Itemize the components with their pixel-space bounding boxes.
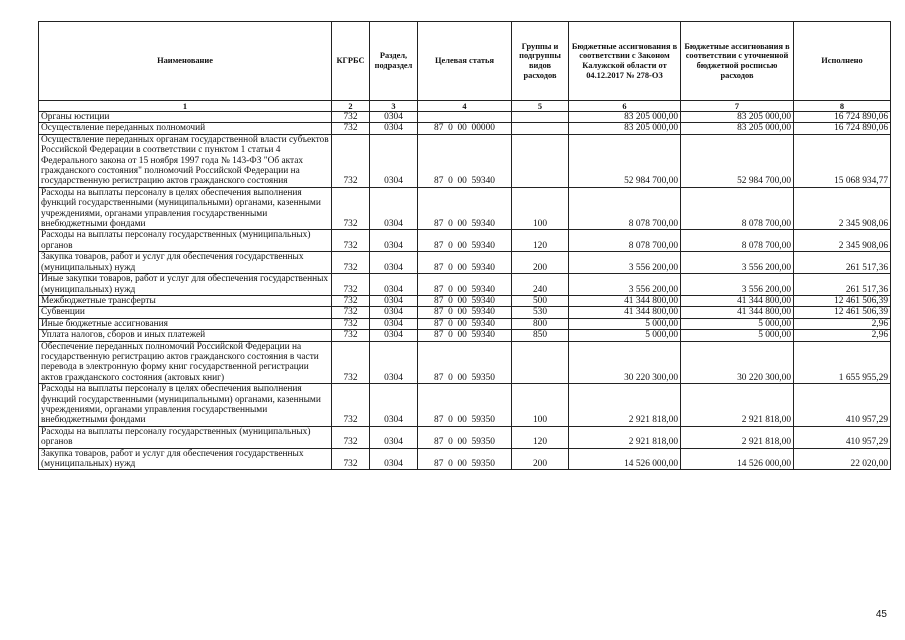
row-target: 87 0 00 59340	[418, 230, 512, 252]
column-number: 3	[370, 101, 418, 112]
row-group: 120	[512, 230, 569, 252]
row-target: 87 0 00 59350	[418, 448, 512, 470]
row-section: 0304	[370, 274, 418, 296]
header-executed: Исполнено	[794, 22, 891, 101]
table-row	[39, 341, 891, 384]
row-budget-refined: 2 921 818,00	[681, 426, 794, 448]
row-section: 0304	[370, 448, 418, 470]
row-group	[512, 341, 569, 384]
row-group	[512, 123, 569, 134]
row-budget-refined: 14 526 000,00	[681, 448, 794, 470]
row-group: 120	[512, 426, 569, 448]
row-target: 87 0 00 59340	[418, 134, 512, 187]
row-group: 850	[512, 330, 569, 341]
row-budget-law: 41 344 800,00	[569, 307, 681, 318]
row-budget-refined: 2 921 818,00	[681, 384, 794, 427]
row-section: 0304	[370, 123, 418, 134]
row-budget-refined: 83 205 000,00	[681, 112, 794, 123]
header-row	[39, 22, 891, 101]
row-executed: 16 724 890,06	[794, 123, 891, 134]
table-row	[39, 123, 891, 134]
row-section: 0304	[370, 187, 418, 230]
row-budget-law: 30 220 300,00	[569, 341, 681, 384]
column-number: 8	[794, 101, 891, 112]
table-row	[39, 318, 891, 329]
header-section: Раздел, подраздел	[370, 22, 418, 101]
row-target: 87 0 00 59340	[418, 252, 512, 274]
header-budget-refined: Бюджетные ассигнования в соответствии с уточненной бюджетной росписью расходов	[681, 22, 794, 101]
row-kgrbs: 732	[332, 274, 370, 296]
row-name: Расходы на выплаты персоналу в целях обеспечения выполнения функций государственными (муниципальными) органами, казенными учреждениями, органами управления государственными внебюджетными фондами	[39, 187, 332, 230]
row-section: 0304	[370, 307, 418, 318]
row-kgrbs: 732	[332, 307, 370, 318]
row-group: 100	[512, 384, 569, 427]
column-number: 2	[332, 101, 370, 112]
table-row	[39, 252, 891, 274]
row-budget-refined: 30 220 300,00	[681, 341, 794, 384]
row-section: 0304	[370, 230, 418, 252]
row-budget-law: 2 921 818,00	[569, 384, 681, 427]
header-group: Группы и подгруппы видов расходов	[512, 22, 569, 101]
row-executed: 15 068 934,77	[794, 134, 891, 187]
row-kgrbs: 732	[332, 187, 370, 230]
page-number: 45	[875, 609, 887, 620]
row-target: 87 0 00 00000	[418, 123, 512, 134]
table-row	[39, 187, 891, 230]
row-budget-refined: 3 556 200,00	[681, 274, 794, 296]
row-name: Расходы на выплаты персоналу государственных (муниципальных) органов	[39, 426, 332, 448]
header-name: Наименование	[39, 22, 332, 101]
row-name: Осуществление переданных органам государственной власти субъектов Российской Федерации в соответствии с пунктом 1 статьи 4 Федерального закона от 15 ноября 1997 года № 143-ФЗ "Об актах гражданского состояния" полномочий Российской Федерации на государственную регистрацию актов гражданского состояния	[39, 134, 332, 187]
row-name: Закупка товаров, работ и услуг для обеспечения государственных (муниципальных) нужд	[39, 448, 332, 470]
header-target: Целевая статья	[418, 22, 512, 101]
row-budget-law: 8 078 700,00	[569, 187, 681, 230]
row-section: 0304	[370, 252, 418, 274]
row-group: 100	[512, 187, 569, 230]
row-budget-refined: 41 344 800,00	[681, 307, 794, 318]
row-kgrbs: 732	[332, 426, 370, 448]
row-kgrbs: 732	[332, 252, 370, 274]
column-number: 7	[681, 101, 794, 112]
row-section: 0304	[370, 318, 418, 329]
row-name: Уплата налогов, сборов и иных платежей	[39, 330, 332, 341]
table-row	[39, 230, 891, 252]
row-budget-refined: 3 556 200,00	[681, 252, 794, 274]
header-kgrbs: КГРБС	[332, 22, 370, 101]
row-budget-law: 83 205 000,00	[569, 112, 681, 123]
table-row	[39, 384, 891, 427]
row-name: Иные закупки товаров, работ и услуг для обеспечения государственных (муниципальных) нужд	[39, 274, 332, 296]
row-name: Закупка товаров, работ и услуг для обеспечения государственных (муниципальных) нужд	[39, 252, 332, 274]
row-group: 530	[512, 307, 569, 318]
row-group	[512, 112, 569, 123]
row-name: Расходы на выплаты персоналу государственных (муниципальных) органов	[39, 230, 332, 252]
row-kgrbs: 732	[332, 123, 370, 134]
row-name: Расходы на выплаты персоналу в целях обеспечения выполнения функций государственными (муниципальными) органами, казенными учреждениями, органами управления государственными внебюджетными фондами	[39, 384, 332, 427]
table-row	[39, 330, 891, 341]
row-kgrbs: 732	[332, 230, 370, 252]
row-budget-refined: 52 984 700,00	[681, 134, 794, 187]
row-executed: 261 517,36	[794, 274, 891, 296]
row-budget-law: 14 526 000,00	[569, 448, 681, 470]
table-row	[39, 307, 891, 318]
row-name: Субвенции	[39, 307, 332, 318]
row-executed: 22 020,00	[794, 448, 891, 470]
row-budget-refined: 8 078 700,00	[681, 230, 794, 252]
budget-table	[38, 21, 891, 470]
row-target: 87 0 00 59340	[418, 330, 512, 341]
row-target: 87 0 00 59350	[418, 426, 512, 448]
row-name: Органы юстиции	[39, 112, 332, 123]
row-executed: 261 517,36	[794, 252, 891, 274]
table-row	[39, 426, 891, 448]
row-kgrbs: 732	[332, 318, 370, 329]
row-name: Иные бюджетные ассигнования	[39, 318, 332, 329]
row-budget-law: 8 078 700,00	[569, 230, 681, 252]
row-group: 200	[512, 252, 569, 274]
row-target: 87 0 00 59350	[418, 384, 512, 427]
row-kgrbs: 732	[332, 134, 370, 187]
row-section: 0304	[370, 426, 418, 448]
row-executed: 2 345 908,06	[794, 187, 891, 230]
row-group: 800	[512, 318, 569, 329]
row-budget-law: 2 921 818,00	[569, 426, 681, 448]
row-target: 87 0 00 59340	[418, 295, 512, 306]
row-executed: 12 461 506,39	[794, 307, 891, 318]
row-group	[512, 134, 569, 187]
column-number: 4	[418, 101, 512, 112]
row-executed: 1 655 955,29	[794, 341, 891, 384]
row-section: 0304	[370, 384, 418, 427]
row-kgrbs: 732	[332, 295, 370, 306]
row-budget-refined: 5 000,00	[681, 330, 794, 341]
table-row	[39, 112, 891, 123]
row-kgrbs: 732	[332, 384, 370, 427]
row-group: 500	[512, 295, 569, 306]
row-kgrbs: 732	[332, 112, 370, 123]
row-target: 87 0 00 59340	[418, 307, 512, 318]
row-section: 0304	[370, 330, 418, 341]
row-budget-law: 83 205 000,00	[569, 123, 681, 134]
row-executed: 12 461 506,39	[794, 295, 891, 306]
column-number: 6	[569, 101, 681, 112]
row-kgrbs: 732	[332, 341, 370, 384]
row-budget-law: 5 000,00	[569, 318, 681, 329]
row-section: 0304	[370, 134, 418, 187]
row-budget-refined: 83 205 000,00	[681, 123, 794, 134]
row-budget-law: 3 556 200,00	[569, 274, 681, 296]
row-executed: 410 957,29	[794, 384, 891, 427]
row-target: 87 0 00 59340	[418, 318, 512, 329]
row-executed: 16 724 890,06	[794, 112, 891, 123]
row-target: 87 0 00 59350	[418, 341, 512, 384]
table-row	[39, 134, 891, 187]
row-group: 240	[512, 274, 569, 296]
row-kgrbs: 732	[332, 448, 370, 470]
row-executed: 2 345 908,06	[794, 230, 891, 252]
row-budget-law: 52 984 700,00	[569, 134, 681, 187]
row-target: 87 0 00 59340	[418, 187, 512, 230]
column-number: 5	[512, 101, 569, 112]
row-section: 0304	[370, 341, 418, 384]
row-name: Межбюджетные трансферты	[39, 295, 332, 306]
row-name: Обеспечение переданных полномочий Российской Федерации на государственную регистрацию актов гражданского состояния в части перевода в электронную форму книг государственной регистрации актов гражданского состояния (актовых книг)	[39, 341, 332, 384]
row-target: 87 0 00 59340	[418, 274, 512, 296]
table-row	[39, 295, 891, 306]
table-row	[39, 448, 891, 470]
row-budget-law: 41 344 800,00	[569, 295, 681, 306]
row-budget-law: 3 556 200,00	[569, 252, 681, 274]
row-target	[418, 112, 512, 123]
header-budget-law: Бюджетные ассигнования в соответствии с Законом Калужской области от 04.12.2017 № 278-ОЗ	[569, 22, 681, 101]
row-section: 0304	[370, 295, 418, 306]
row-budget-refined: 8 078 700,00	[681, 187, 794, 230]
column-number-row	[39, 101, 891, 112]
row-budget-refined: 5 000,00	[681, 318, 794, 329]
row-executed: 2,96	[794, 330, 891, 341]
row-executed: 2,96	[794, 318, 891, 329]
row-kgrbs: 732	[332, 330, 370, 341]
row-budget-law: 5 000,00	[569, 330, 681, 341]
row-group: 200	[512, 448, 569, 470]
row-executed: 410 957,29	[794, 426, 891, 448]
column-number: 1	[39, 101, 332, 112]
row-budget-refined: 41 344 800,00	[681, 295, 794, 306]
table-body	[39, 112, 891, 470]
row-section: 0304	[370, 112, 418, 123]
row-name: Осуществление переданных полномочий	[39, 123, 332, 134]
table-row	[39, 274, 891, 296]
